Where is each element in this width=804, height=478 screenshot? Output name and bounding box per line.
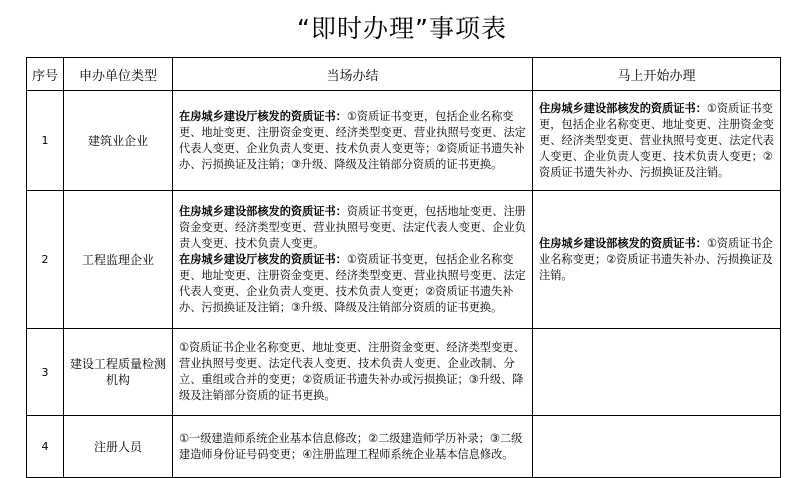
start-now-paragraph bbox=[539, 101, 775, 181]
table-header-row bbox=[27, 58, 781, 91]
on-site-cell bbox=[173, 91, 533, 191]
unit-type-cell: 工程监理企业 bbox=[64, 191, 173, 329]
matters-table bbox=[26, 57, 781, 478]
on-site-paragraph bbox=[179, 109, 527, 173]
page-title: “即时办理”事项表 bbox=[297, 14, 507, 43]
row-number: 2 bbox=[27, 191, 64, 329]
header-on-site: 当场办结 bbox=[173, 58, 533, 91]
unit-type-cell: 注册人员 bbox=[64, 416, 173, 478]
start-now-cell bbox=[533, 416, 781, 478]
on-site-text: ①一级建造师系统企业基本信息修改；②二级建造师学历补录；③二级建造师身份证号码变更；④注册监理工程师系统企业基本信息修改。 bbox=[179, 431, 523, 461]
unit-type-cell: 建筑业企业 bbox=[64, 91, 173, 191]
start-now-text: ①资质证书变更，包括企业名称变更、地址变更、注册资金变更、经济类型变更、营业执照号变更、法定代表人变更、企业负责人变更、技术负责人变更；②资质证书遗失补办、污损换证及注销。 bbox=[539, 101, 774, 179]
on-site-cell bbox=[173, 191, 533, 329]
start-now-text: ①资质证书企业名称变更；②资质证书遗失补办、污损换证及注销。 bbox=[539, 236, 773, 282]
authority-label: 住房城乡建设部核发的资质证书： bbox=[539, 236, 707, 250]
start-now-paragraph bbox=[539, 236, 775, 284]
authority-label: 在房城乡建设厅核发的资质证书： bbox=[179, 109, 347, 123]
on-site-text: ①资质证书变更，包括企业名称变更、地址变更、注册资金变更、经济类型变更、营业执照号变更、法定代表人变更、企业负责人变更、技术负责人变更等；②资质证书遗失补办、污损换证及注销；③升级、降级及注销部分资质的证书更换。 bbox=[179, 109, 526, 171]
table-row bbox=[27, 191, 781, 329]
on-site-cell bbox=[173, 329, 533, 416]
on-site-text: ①资质证书变更，包括企业名称变更、地址变更、注册资金变更、经济类型变更、营业执照号变更、法定代表人变更、企业负责人变更、技术负责人变更；②资质证书遗失补办、污损换证及注销；③升级、降级及注销部分资质的证书更换。 bbox=[179, 252, 526, 314]
row-number: 3 bbox=[27, 329, 64, 416]
start-now-cell bbox=[533, 91, 781, 191]
on-site-paragraph bbox=[179, 252, 527, 316]
on-site-cell bbox=[173, 416, 533, 478]
authority-label: 住房城乡建设部核发的资质证书： bbox=[179, 204, 347, 218]
header-start-now: 马上开始办理 bbox=[533, 58, 781, 91]
authority-label: 在房城乡建设厅核发的资质证书： bbox=[179, 252, 347, 266]
unit-type-cell: 建设工程质量检测机构 bbox=[64, 329, 173, 416]
start-now-cell bbox=[533, 329, 781, 416]
header-unit-type: 申办单位类型 bbox=[64, 58, 173, 91]
on-site-text: 资质证书变更，包括地址变更、注册资金变更、经济类型变更、营业执照号变更、法定代表人变更、企业负责人变更、技术负责人变更。 bbox=[179, 204, 526, 250]
table-row bbox=[27, 416, 781, 478]
row-number: 1 bbox=[27, 91, 64, 191]
start-now-cell bbox=[533, 191, 781, 329]
authority-label: 住房城乡建设部核发的资质证书： bbox=[539, 101, 707, 115]
on-site-paragraph bbox=[179, 204, 527, 252]
header-seq: 序号 bbox=[27, 58, 64, 91]
on-site-text: ①资质证书企业名称变更、地址变更、注册资金变更、经济类型变更、营业执照号变更、法定代表人变更、技术负责人变更、企业改制、分立、重组或合并的变更；②资质证书遗失补办或污损换证；③升级、降级及注销部分资质的证书更换。 bbox=[179, 341, 525, 402]
table-row bbox=[27, 329, 781, 416]
table-row bbox=[27, 91, 781, 191]
row-number: 4 bbox=[27, 416, 64, 478]
